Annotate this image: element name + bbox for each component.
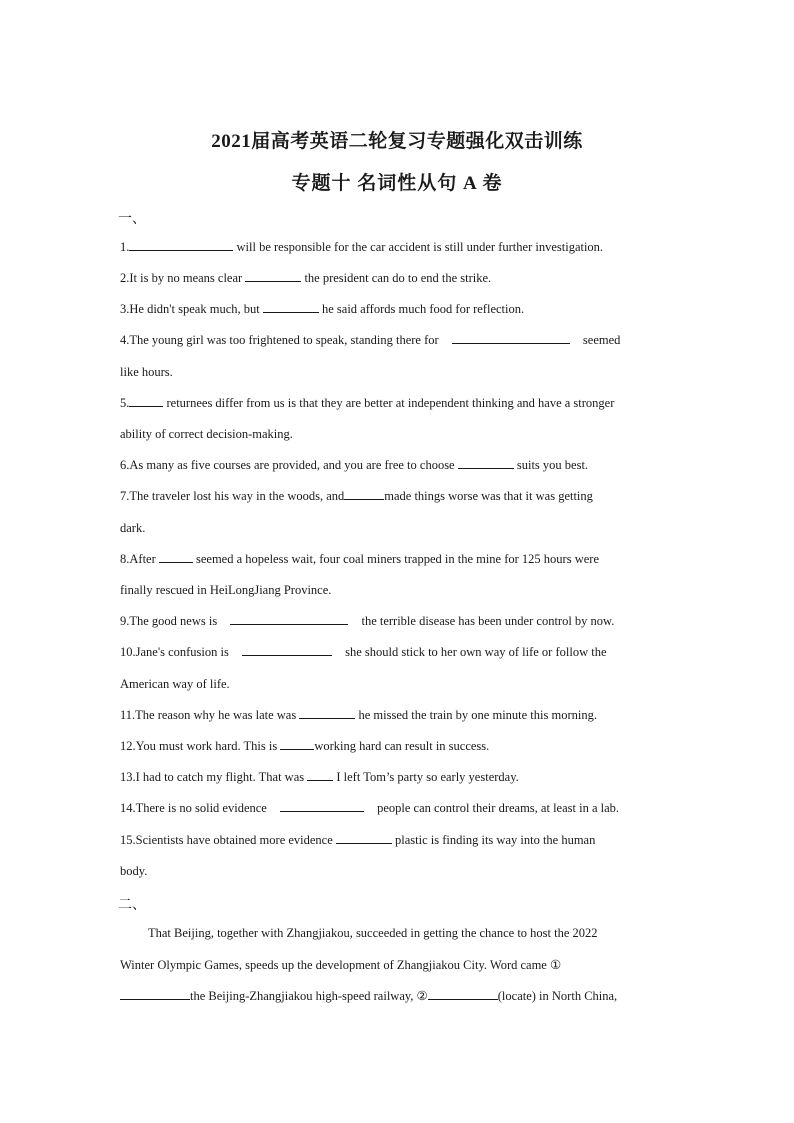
question-13 [120,762,676,793]
question-15 [120,825,676,856]
question-text-after: the terrible disease has been under control by now. [358,614,615,628]
answer-blank[interactable] [280,799,364,812]
passage-text: (locate) in North China, [497,989,618,1003]
question-4-continuation: like hours. [120,365,173,379]
question-5-continuation: ability of correct decision-making. [120,427,293,441]
question-9 [120,606,676,637]
question-7 [120,481,676,512]
question-text-after: seemed a hopeless wait, four coal miners trapped in the mine for 125 hours were [192,552,599,566]
question-12 [120,731,676,762]
question-text-after: seemed [579,333,621,347]
question-text-before: 13.I had to catch my flight. That was [120,770,308,784]
answer-blank[interactable] [242,643,332,656]
answer-blank[interactable] [159,550,193,563]
answer-blank[interactable] [230,612,348,625]
question-text-before: 8.After [120,552,159,566]
question-text-after: suits you best. [513,458,589,472]
question-text-before: 14.There is no solid evidence [120,801,270,815]
passage-line-1: That Beijing, together with Zhangjiakou, succeeded in getting the chance to host the 2022 [148,926,598,940]
question-4 [120,325,676,356]
passage-line-3 [120,981,668,1012]
answer-blank[interactable] [344,487,384,500]
question-text-before: 12.You must work hard. This is [120,739,281,753]
question-10 [120,637,676,668]
section-label-part2: 二、 [118,898,146,913]
answer-blank[interactable] [280,737,314,750]
question-text-before: 5. [120,396,130,410]
passage-blank-2[interactable] [428,987,498,1000]
question-text-after: people can control their dreams, at least in a lab. [373,801,620,815]
section-label-part1: 一、 [118,212,146,227]
question-8 [120,544,676,575]
question-text-before: 10.Jane's confusion is [120,645,232,659]
question-7-continuation: dark. [120,521,146,535]
question-3 [120,294,676,325]
question-text-before: 3.He didn't speak much, but [120,302,263,316]
document-subtitle: 专题十 名词性从句 A 卷 [291,173,503,194]
question-6 [120,450,676,481]
answer-blank[interactable] [336,831,392,844]
question-2 [120,263,676,294]
question-5 [120,388,676,419]
answer-blank[interactable] [263,300,319,313]
question-10-continuation: American way of life. [120,677,230,691]
question-text-before: 4.The young girl was too frightened to speak, standing there for [120,333,442,347]
question-8-continuation: finally rescued in HeiLongJiang Province. [120,583,332,597]
question-text-after: the president can do to end the strike. [301,271,492,285]
answer-blank[interactable] [129,238,233,251]
question-15-continuation: body. [120,864,148,878]
question-text-after: he missed the train by one minute this morning. [355,708,597,722]
question-text-after: made things worse was that it was getting [384,489,593,503]
answer-blank[interactable] [452,331,570,344]
question-text-before: 7.The traveler lost his way in the woods, and [120,489,345,503]
answer-blank[interactable] [245,269,301,282]
question-text-after: I left Tom’s party so early yesterday. [333,770,519,784]
question-text-before: 9.The good news is [120,614,221,628]
document-title: 2021届高考英语二轮复习专题强化双击训练 [211,131,583,152]
question-text-before: 11.The reason why he was late was [120,708,300,722]
question-text-after: working hard can result in success. [314,739,490,753]
question-text-before: 15.Scientists have obtained more evidence [120,833,336,847]
passage-line-2: Winter Olympic Games, speeds up the development of Zhangjiakou City. Word came ① [120,958,562,972]
passage-text: the Beijing-Zhangjiakou high-speed railway, ② [190,989,428,1003]
question-text-after: returnees differ from us is that they are better at independent thinking and have a stronger [163,396,615,410]
question-text-after: will be responsible for the car accident is still under further investigation. [233,240,604,254]
answer-blank[interactable] [307,768,333,781]
answer-blank[interactable] [299,706,355,719]
question-11 [120,700,676,731]
question-text-before: 2.It is by no means clear [120,271,246,285]
question-text-after: plastic is finding its way into the human [391,833,596,847]
question-14 [120,793,676,824]
question-text-after: she should stick to her own way of life or follow the [341,645,607,659]
question-text-after: he said affords much food for reflection. [318,302,525,316]
question-text-before: 1. [120,240,130,254]
answer-blank[interactable] [458,456,514,469]
question-1 [120,232,676,263]
question-text-before: 6.As many as five courses are provided, and you are free to choose [120,458,458,472]
answer-blank[interactable] [129,394,163,407]
passage-blank-1[interactable] [120,987,190,1000]
